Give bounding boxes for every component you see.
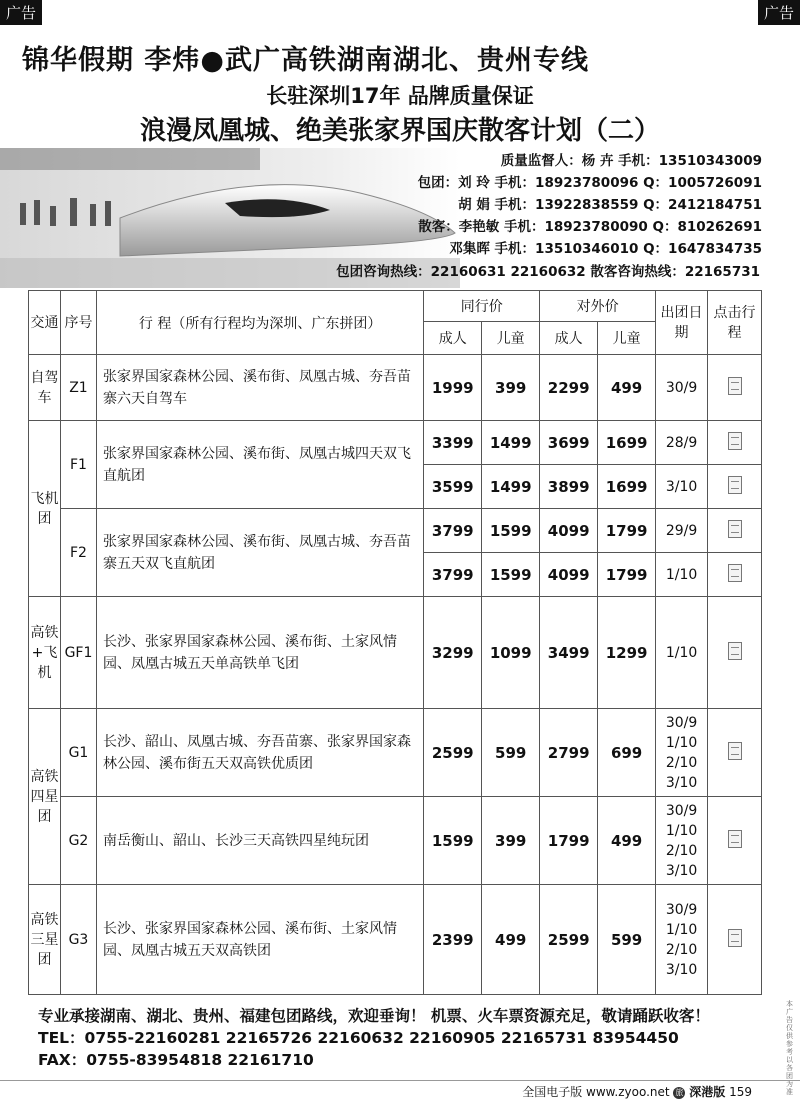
public-child-price: 499 — [598, 355, 656, 421]
public-adult-price: 2799 — [540, 709, 598, 797]
header-seq: 序号 — [60, 291, 96, 355]
itinerary-link[interactable] — [708, 421, 762, 465]
itinerary-link[interactable] — [708, 885, 762, 995]
itinerary-link[interactable] — [708, 709, 762, 797]
table-row — [29, 355, 762, 421]
peer-adult-price: 3299 — [424, 597, 482, 709]
header-peer-child: 儿童 — [482, 322, 540, 355]
public-child-price: 699 — [598, 709, 656, 797]
document-icon[interactable] — [728, 432, 742, 450]
footer-fax: FAX：0755-83954818 22161710 — [38, 1051, 314, 1069]
itinerary-link[interactable] — [708, 355, 762, 421]
itinerary-link[interactable] — [708, 597, 762, 709]
header-public-adult: 成人 — [540, 322, 598, 355]
side-disclaimer: 本广告仅供参考以各团为准 — [786, 1000, 793, 1096]
departure-date: 1/10 — [656, 553, 708, 597]
peer-child-price: 1599 — [482, 509, 540, 553]
peer-adult-price: 3399 — [424, 421, 482, 465]
footer-info — [38, 1005, 710, 1071]
peer-adult-price: 1999 — [424, 355, 482, 421]
public-child-price: 1799 — [598, 553, 656, 597]
row-route: 长沙、韶山、凤凰古城、夯吾苗寨、张家界国家森林公园、溪布街五天双高铁优质团 — [96, 709, 423, 797]
peer-adult-price: 3799 — [424, 509, 482, 553]
row-code: G3 — [60, 885, 96, 995]
row-code: G2 — [60, 797, 96, 885]
document-icon[interactable] — [728, 564, 742, 582]
departure-date: 1/10 — [656, 597, 708, 709]
peer-adult-price: 3599 — [424, 465, 482, 509]
departure-dates: 30/9 1/10 2/10 3/10 — [656, 885, 708, 995]
public-adult-price: 3699 — [540, 421, 598, 465]
row-code: GF1 — [60, 597, 96, 709]
group-flight: 飞机团 — [29, 421, 61, 597]
table-row — [29, 421, 762, 465]
brand-badge-icon: 旅 — [675, 1087, 684, 1097]
row-code: G1 — [60, 709, 96, 797]
header-route: 行 程（所有行程均为深圳、广东拼团） — [96, 291, 423, 355]
document-icon[interactable] — [728, 830, 742, 848]
departure-date: 29/9 — [656, 509, 708, 553]
contact-group-2: 胡 娟 手机：13922838559 Q：2412184751 — [458, 197, 762, 213]
table-row — [29, 509, 762, 553]
peer-adult-price: 2599 — [424, 709, 482, 797]
departure-date: 3/10 — [656, 465, 708, 509]
peer-adult-price: 3799 — [424, 553, 482, 597]
table-row — [29, 597, 762, 709]
contact-supervisor: 质量监督人：杨 卉 手机：13510343009 — [500, 153, 762, 169]
peer-child-price: 1499 — [482, 421, 540, 465]
header-transport: 交通 — [29, 291, 61, 355]
contact-group-1: 包团：刘 玲 手机：18923780096 Q：1005726091 — [417, 175, 762, 191]
public-child-price: 1699 — [598, 465, 656, 509]
public-adult-price: 2599 — [540, 885, 598, 995]
header-public-child: 儿童 — [598, 322, 656, 355]
departure-dates: 30/9 1/10 2/10 3/10 — [656, 709, 708, 797]
public-adult-price: 1799 — [540, 797, 598, 885]
header-click: 点击行程 — [708, 291, 762, 355]
group-rail-3star: 高铁三星团 — [29, 885, 61, 995]
peer-child-price: 399 — [482, 797, 540, 885]
headline: 锦华假期 李炜●武广高铁湖南湖北、贵州专线 — [22, 45, 589, 76]
public-child-price: 1299 — [598, 597, 656, 709]
peer-child-price: 1099 — [482, 597, 540, 709]
row-route: 张家界国家森林公园、溪布街、凤凰古城四天双飞直航团 — [96, 421, 423, 509]
public-adult-price: 4099 — [540, 509, 598, 553]
header-peer-adult: 成人 — [424, 322, 482, 355]
peer-child-price: 399 — [482, 355, 540, 421]
peer-child-price: 599 — [482, 709, 540, 797]
group-self-drive: 自驾车 — [29, 355, 61, 421]
header-date: 出团日期 — [656, 291, 708, 355]
bottom-divider — [0, 1080, 800, 1081]
itinerary-link[interactable] — [708, 797, 762, 885]
ad-label-left: 广告 — [0, 0, 42, 25]
row-route: 南岳衡山、韶山、长沙三天高铁四星纯玩团 — [96, 797, 423, 885]
public-child-price: 1799 — [598, 509, 656, 553]
peer-child-price: 499 — [482, 885, 540, 995]
public-adult-price: 4099 — [540, 553, 598, 597]
header-peer-price: 同行价 — [424, 291, 540, 322]
public-adult-price: 3499 — [540, 597, 598, 709]
public-child-price: 599 — [598, 885, 656, 995]
row-code: Z1 — [60, 355, 96, 421]
public-child-price: 1699 — [598, 421, 656, 465]
peer-child-price: 1599 — [482, 553, 540, 597]
footer-slogan: 专业承接湖南、湖北、贵州、福建包团路线，欢迎垂询！ 机票、火车票资源充足，敬请踊跃收客！ — [38, 1007, 710, 1025]
table-row — [29, 709, 762, 797]
document-icon[interactable] — [728, 476, 742, 494]
peer-adult-price: 1599 — [424, 797, 482, 885]
page-footer — [522, 1083, 752, 1100]
contact-individual-1: 散客：李艳敏 手机：18923780090 Q：810262691 — [418, 219, 762, 235]
group-rail-4star: 高铁四星团 — [29, 709, 61, 885]
public-adult-price: 3899 — [540, 465, 598, 509]
itinerary-link[interactable] — [708, 553, 762, 597]
tour-table — [28, 290, 762, 995]
row-route: 张家界国家森林公园、溪布街、凤凰古城、夯吾苗寨六天自驾车 — [96, 355, 423, 421]
public-adult-price: 2299 — [540, 355, 598, 421]
contact-list — [418, 150, 762, 260]
document-icon[interactable] — [728, 929, 742, 947]
edition-label: 深港版 — [689, 1085, 726, 1099]
header-public-price: 对外价 — [540, 291, 656, 322]
departure-date: 28/9 — [656, 421, 708, 465]
table-row — [29, 797, 762, 885]
departure-date: 30/9 — [656, 355, 708, 421]
row-route: 长沙、张家界国家森林公园、溪布街、土家风情园、凤凰古城五天单高铁单飞团 — [96, 597, 423, 709]
table-row — [29, 885, 762, 995]
peer-child-price: 1499 — [482, 465, 540, 509]
document-icon[interactable] — [728, 742, 742, 760]
public-child-price: 499 — [598, 797, 656, 885]
peer-adult-price: 2399 — [424, 885, 482, 995]
row-code: F2 — [60, 509, 96, 597]
footer-tel: TEL：0755-22160281 22165726 22160632 22160905 22165731 83954450 — [38, 1029, 679, 1047]
row-code: F1 — [60, 421, 96, 509]
itinerary-link[interactable] — [708, 465, 762, 509]
document-icon[interactable] — [728, 377, 742, 395]
subheadline: 长驻深圳17年 品牌质量保证 — [266, 84, 534, 108]
hotline: 包团咨询热线：22160631 22160632 散客咨询热线：22165731 — [336, 264, 760, 280]
contact-individual-2: 邓集晖 手机：13510346010 Q：1647834735 — [449, 241, 762, 257]
document-icon[interactable] — [728, 642, 742, 660]
itinerary-link[interactable] — [708, 509, 762, 553]
site-url: 全国电子版 www.zyoo.net — [522, 1085, 670, 1099]
row-route: 张家界国家森林公园、溪布街、凤凰古城、夯吾苗寨五天双飞直航团 — [96, 509, 423, 597]
row-route: 长沙、张家界国家森林公园、溪布街、土家风情园、凤凰古城五天双高铁团 — [96, 885, 423, 995]
ad-label-right: 广告 — [758, 0, 800, 25]
document-icon[interactable] — [728, 520, 742, 538]
departure-dates: 30/9 1/10 2/10 3/10 — [656, 797, 708, 885]
group-rail-flight: 高铁+飞机 — [29, 597, 61, 709]
page-title: 浪漫凤凰城、绝美张家界国庆散客计划（二） — [139, 116, 660, 146]
page-number: 159 — [729, 1085, 752, 1099]
